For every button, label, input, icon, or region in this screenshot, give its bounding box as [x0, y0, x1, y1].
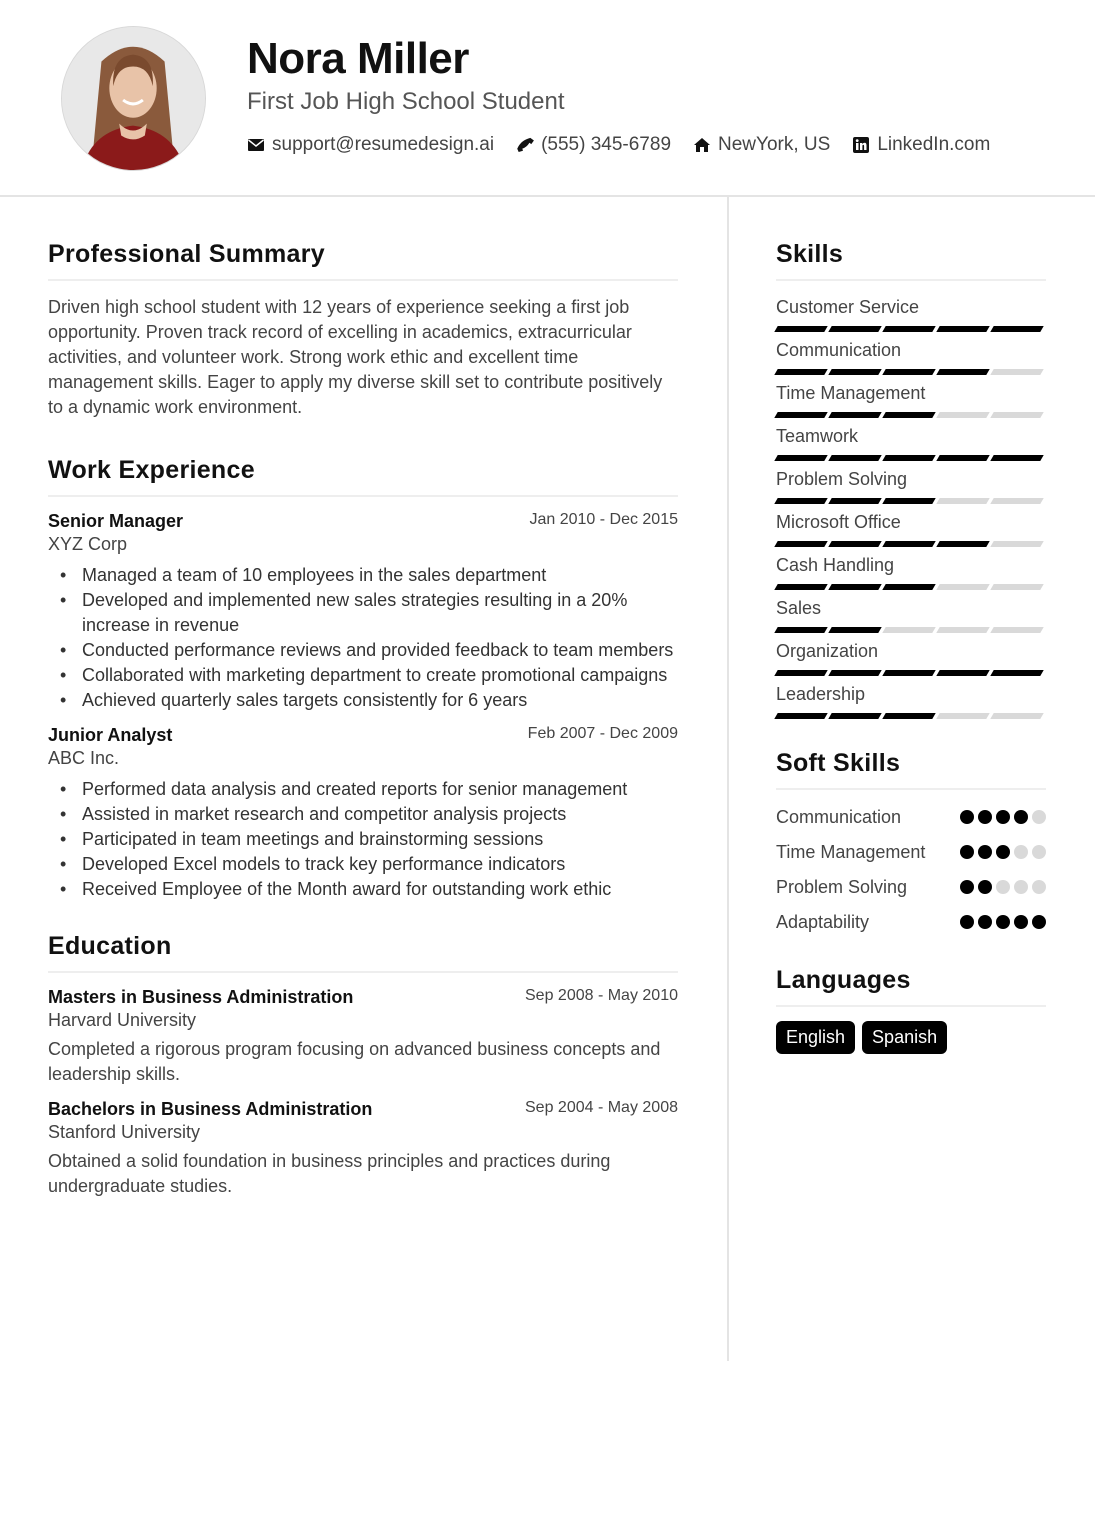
rating-dot-icon — [978, 845, 992, 859]
job-bullet: • Conducted performance reviews and provided feedback to team members — [48, 638, 678, 663]
skill-item — [776, 424, 1046, 461]
rating-segment — [936, 713, 989, 719]
rating-dot-icon — [978, 880, 992, 894]
rating-segment — [774, 670, 827, 676]
job-bullet: • Achieved quarterly sales targets consistently for 6 years — [48, 688, 678, 713]
rating-segment — [882, 498, 935, 504]
rating-segment — [936, 326, 989, 332]
rating-segment — [774, 498, 827, 504]
rating-segment — [774, 541, 827, 547]
contact-email[interactable] — [247, 134, 494, 156]
rating-segment — [936, 584, 989, 590]
education-date: Sep 2004 - May 2008 — [525, 1099, 678, 1116]
job-bullet: • Participated in team meetings and brainstorming sessions — [48, 827, 678, 852]
linkedin-icon — [852, 136, 870, 154]
rating-segment — [936, 412, 989, 418]
job-bullet: • Managed a team of 10 employees in the sales department — [48, 563, 678, 588]
language-tags — [776, 1021, 1046, 1054]
education-section — [48, 932, 678, 1199]
degree-title: Bachelors in Business Administration — [48, 1099, 373, 1119]
soft-skill-item — [776, 839, 1046, 866]
skill-label: Customer Service — [776, 297, 920, 317]
rating-segment — [936, 670, 989, 676]
job-date: Feb 2007 - Dec 2009 — [527, 725, 678, 742]
language-tag: English — [776, 1021, 855, 1054]
job-date: Jan 2010 - Dec 2015 — [529, 511, 678, 528]
rating-dot-icon — [960, 880, 974, 894]
rating-segment — [774, 369, 827, 375]
rating-segment — [936, 627, 989, 633]
summary-text: Driven high school student with 12 years of experience seeking a first job opportunity. Proven track record of excelling in academics, extracurricular activities, and volunteer work. Strong work ethic and excellent time management skills. Eager to apply my diverse skill set to contribute positively to a dynamic work environment. — [48, 297, 663, 417]
rating-segment — [828, 541, 881, 547]
rating-segment — [936, 455, 989, 461]
job-bullet: • Assisted in market research and competitor analysis projects — [48, 802, 678, 827]
sidebar-column — [776, 240, 1046, 1054]
rating-segment — [990, 326, 1043, 332]
rating-segment — [882, 584, 935, 590]
soft-skill-label: Problem Solving — [776, 877, 908, 897]
profile-photo — [61, 26, 206, 171]
job-bullets — [48, 777, 678, 902]
skills-section — [776, 240, 1046, 719]
soft-skill-rating — [956, 845, 1046, 859]
job-bullet: • Developed and implemented new sales strategies resulting in a 20% increase in revenue — [48, 588, 678, 638]
education-description: Obtained a solid foundation in business principles and practices during undergraduate studies. — [48, 1151, 611, 1196]
skill-item — [776, 682, 1046, 719]
job-bullet: • Developed Excel models to track key performance indicators — [48, 852, 678, 877]
soft-skill-label: Time Management — [776, 842, 926, 862]
contact-email-text: support@resumedesign.ai — [272, 134, 495, 155]
candidate-title: First Job High School Student — [247, 88, 565, 115]
rating-segment — [828, 326, 881, 332]
skill-label: Organization — [776, 641, 879, 661]
rating-segment — [882, 627, 935, 633]
skill-rating-bar — [776, 713, 1046, 719]
rating-dot-icon — [1032, 915, 1046, 929]
rating-dot-icon — [1014, 810, 1028, 824]
education-entry — [48, 987, 678, 1087]
soft-skill-item — [776, 874, 1046, 901]
rating-dot-icon — [1014, 880, 1028, 894]
skill-item — [776, 467, 1046, 504]
rating-dot-icon — [1032, 880, 1046, 894]
school-name: Stanford University — [48, 1122, 201, 1142]
job-bullets — [48, 563, 678, 713]
home-icon — [693, 136, 711, 154]
skill-rating-bar — [776, 326, 1046, 332]
column-divider — [727, 197, 729, 1361]
rating-dot-icon — [1032, 810, 1046, 824]
rating-segment — [990, 455, 1043, 461]
rating-segment — [990, 670, 1043, 676]
candidate-name: Nora Miller — [247, 34, 469, 83]
rating-segment — [990, 498, 1043, 504]
skill-rating-bar — [776, 455, 1046, 461]
job-company: XYZ Corp — [48, 534, 128, 554]
school-name: Harvard University — [48, 1010, 197, 1030]
soft-skill-rating — [956, 915, 1046, 929]
rating-segment — [990, 627, 1043, 633]
education-heading: Education — [48, 932, 678, 973]
skill-item — [776, 553, 1046, 590]
rating-segment — [882, 455, 935, 461]
experience-heading: Work Experience — [48, 456, 678, 497]
skill-label: Microsoft Office — [776, 512, 901, 532]
resume-header — [0, 0, 1095, 197]
degree-title: Masters in Business Administration — [48, 987, 354, 1007]
skill-label: Leadership — [776, 684, 866, 704]
rating-dot-icon — [996, 915, 1010, 929]
rating-segment — [828, 713, 881, 719]
contact-linkedin-text: LinkedIn.com — [877, 134, 991, 155]
rating-segment — [990, 541, 1043, 547]
skill-item — [776, 596, 1046, 633]
rating-dot-icon — [996, 880, 1010, 894]
job-title: Senior Manager — [48, 511, 184, 531]
rating-segment — [828, 498, 881, 504]
summary-heading: Professional Summary — [48, 240, 678, 281]
soft-skill-item — [776, 804, 1046, 831]
contact-linkedin[interactable] — [852, 134, 990, 156]
soft-skill-label: Adaptability — [776, 912, 870, 932]
languages-section — [776, 966, 1046, 1054]
contact-location-text: NewYork, US — [718, 134, 831, 155]
rating-segment — [828, 412, 881, 418]
skill-rating-bar — [776, 541, 1046, 547]
rating-segment — [936, 369, 989, 375]
contact-list — [247, 134, 1012, 156]
rating-segment — [828, 584, 881, 590]
rating-segment — [828, 455, 881, 461]
rating-segment — [774, 627, 827, 633]
education-date: Sep 2008 - May 2010 — [525, 987, 678, 1004]
rating-dot-icon — [1032, 845, 1046, 859]
rating-dot-icon — [960, 915, 974, 929]
phone-icon — [516, 136, 534, 154]
education-description: Completed a rigorous program focusing on advanced business concepts and leadership skills. — [48, 1039, 661, 1084]
rating-segment — [828, 627, 881, 633]
rating-dot-icon — [978, 810, 992, 824]
rating-dot-icon — [996, 845, 1010, 859]
skill-label: Communication — [776, 340, 902, 360]
rating-segment — [774, 326, 827, 332]
skill-item — [776, 295, 1046, 332]
job-company: ABC Inc. — [48, 748, 120, 768]
experience-section — [48, 456, 678, 902]
skill-item — [776, 381, 1046, 418]
rating-segment — [828, 369, 881, 375]
skills-list — [776, 295, 1046, 719]
skill-label: Cash Handling — [776, 555, 895, 575]
skill-label: Teamwork — [776, 426, 859, 446]
skill-rating-bar — [776, 627, 1046, 633]
job-bullet: • Collaborated with marketing department to create promotional campaigns — [48, 663, 678, 688]
languages-heading: Languages — [776, 966, 1046, 1007]
rating-segment — [990, 412, 1043, 418]
rating-segment — [990, 584, 1043, 590]
rating-segment — [882, 670, 935, 676]
rating-segment — [774, 584, 827, 590]
skill-rating-bar — [776, 584, 1046, 590]
main-column — [48, 240, 678, 1211]
skill-item — [776, 510, 1046, 547]
soft-skills-heading: Soft Skills — [776, 749, 1046, 790]
job-entry — [48, 511, 678, 713]
rating-dot-icon — [996, 810, 1010, 824]
rating-dot-icon — [960, 810, 974, 824]
job-title: Junior Analyst — [48, 725, 173, 745]
rating-segment — [936, 541, 989, 547]
avatar-portrait-icon — [62, 27, 205, 170]
contact-phone-text: (555) 345-6789 — [541, 134, 672, 155]
rating-dot-icon — [1014, 915, 1028, 929]
rating-segment — [774, 412, 827, 418]
skill-rating-bar — [776, 369, 1046, 375]
language-tag: Spanish — [862, 1021, 947, 1054]
job-bullet: • Received Employee of the Month award for outstanding work ethic — [48, 877, 678, 902]
skill-item — [776, 338, 1046, 375]
rating-segment — [990, 369, 1043, 375]
rating-dot-icon — [960, 845, 974, 859]
job-entry — [48, 725, 678, 902]
rating-segment — [882, 541, 935, 547]
soft-skill-item — [776, 909, 1046, 936]
soft-skills-section — [776, 749, 1046, 936]
contact-location — [693, 134, 830, 156]
job-bullet: • Performed data analysis and created reports for senior management — [48, 777, 678, 802]
skills-heading: Skills — [776, 240, 1046, 281]
rating-segment — [882, 412, 935, 418]
soft-skill-rating — [956, 880, 1046, 894]
skill-label: Problem Solving — [776, 469, 908, 489]
rating-segment — [990, 713, 1043, 719]
skill-rating-bar — [776, 498, 1046, 504]
soft-skill-rating — [956, 810, 1046, 824]
skill-label: Time Management — [776, 383, 926, 403]
skill-label: Sales — [776, 598, 822, 618]
summary-section — [48, 240, 678, 420]
rating-segment — [882, 369, 935, 375]
rating-segment — [828, 670, 881, 676]
education-entry — [48, 1099, 678, 1199]
skill-rating-bar — [776, 670, 1046, 676]
rating-dot-icon — [978, 915, 992, 929]
contact-phone[interactable] — [516, 134, 671, 156]
skill-item — [776, 639, 1046, 676]
soft-skills-list — [776, 804, 1046, 936]
soft-skill-label: Communication — [776, 807, 902, 827]
rating-segment — [936, 498, 989, 504]
envelope-icon — [247, 136, 265, 154]
rating-segment — [882, 326, 935, 332]
rating-segment — [774, 713, 827, 719]
skill-rating-bar — [776, 412, 1046, 418]
rating-segment — [882, 713, 935, 719]
rating-segment — [774, 455, 827, 461]
rating-dot-icon — [1014, 845, 1028, 859]
